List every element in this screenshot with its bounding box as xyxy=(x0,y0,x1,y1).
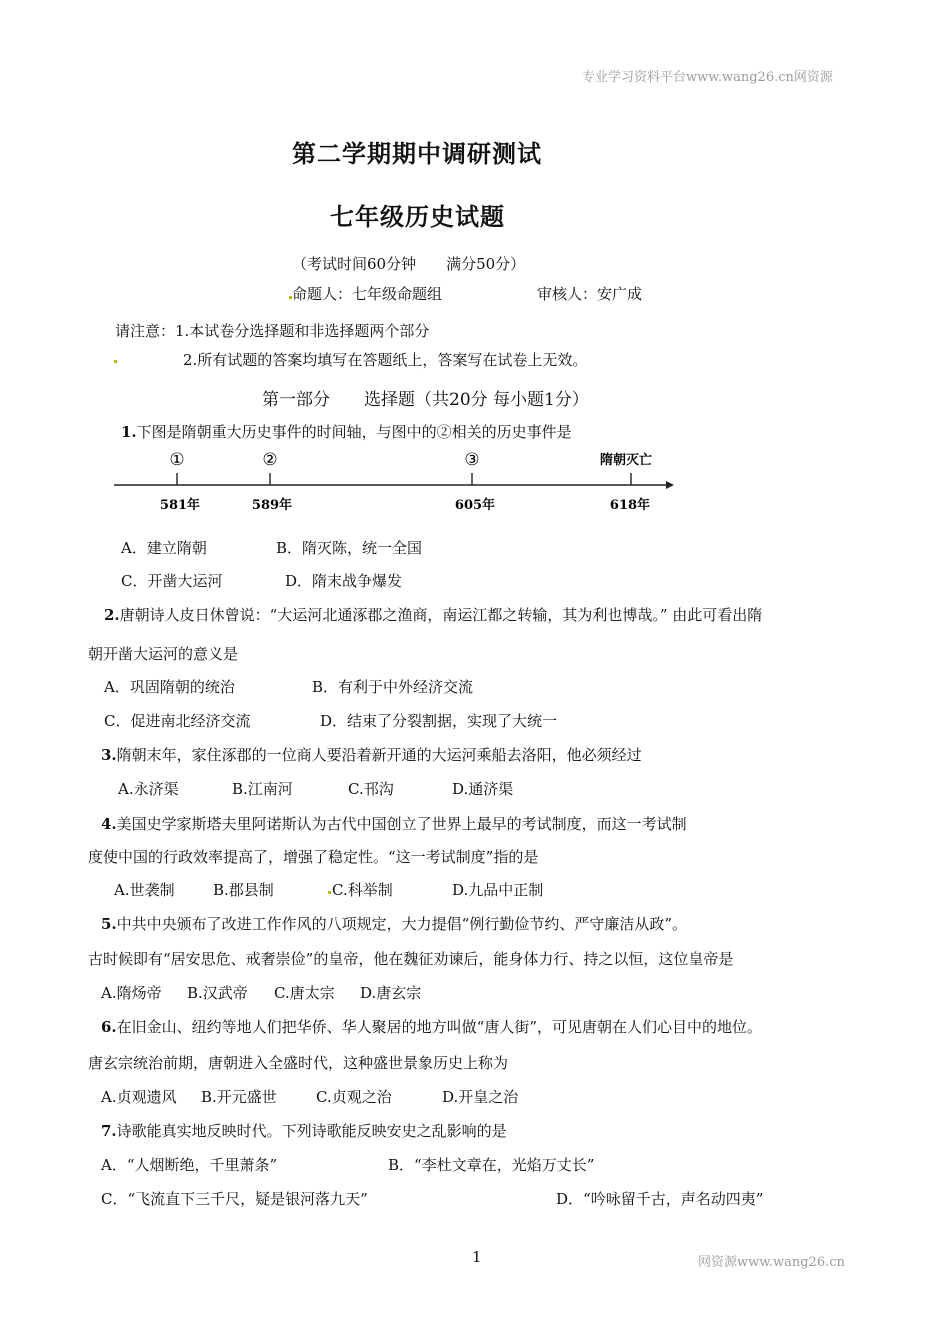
timeline-year: 589年 xyxy=(251,498,293,513)
question-stem: 下图是隋朝重大历史事件的时间轴，与图中的②相关的历史事件是 xyxy=(136,423,572,441)
question-number: 2. xyxy=(104,606,120,624)
question-7 xyxy=(101,1120,507,1141)
option-b: B.郡县制 xyxy=(213,881,274,899)
option-a: A．建立隋朝 xyxy=(121,539,207,557)
author-label: 命题人：七年级命题组 xyxy=(292,285,443,303)
timeline-marker-1: ① xyxy=(169,450,185,470)
question-5 xyxy=(101,913,687,934)
question-stem-cont: 度使中国的行政效率提高了，增强了稳定性。“这一考试制度”指的是 xyxy=(88,848,539,866)
question-6 xyxy=(101,1016,762,1037)
reviewer-label: 审核人：安广成 xyxy=(537,285,643,303)
stray-mark xyxy=(328,891,331,894)
option-c: C.科举制 xyxy=(332,881,393,899)
option-d: D.唐玄宗 xyxy=(360,984,422,1002)
exam-title: 第二学期期中调研测试 xyxy=(292,139,542,168)
section-title: 第一部分 选择题（共20分 每小题1分） xyxy=(262,390,589,410)
question-stem-cont: 朝开凿大运河的意义是 xyxy=(88,645,239,663)
timeline-diagram xyxy=(110,445,680,520)
option-b: B.江南河 xyxy=(232,780,293,798)
option-d: D.九品中正制 xyxy=(452,881,544,899)
question-stem: 美国史学家斯塔夫里阿诺斯认为古代中国创立了世界上最早的考试制度，而这一考试制 xyxy=(116,815,687,833)
question-2 xyxy=(104,604,762,625)
question-number: 5. xyxy=(101,915,117,933)
option-c: C.贞观之治 xyxy=(316,1088,392,1106)
notice-line-2: 2.所有试题的答案均填写在答题纸上，答案写在试卷上无效。 xyxy=(183,351,588,369)
exam-time-score: （考试时间60分钟 满分50分） xyxy=(292,255,526,273)
option-b: B．有利于中外经济交流 xyxy=(312,678,474,696)
option-b: B．隋灭陈，统一全国 xyxy=(276,539,423,557)
option-c: C.邗沟 xyxy=(348,780,394,798)
question-stem: 在旧金山、纽约等地人们把华侨、华人聚居的地方叫做“唐人街”，可见唐朝在人们心目中的地位。 xyxy=(116,1018,763,1036)
question-stem-cont: 古时候即有“居安思危、戒奢崇俭”的皇帝，他在魏征劝谏后，能身体力行、持之以恒，这位皇帝是 xyxy=(88,950,734,968)
question-number: 6. xyxy=(101,1018,117,1036)
question-stem-cont: 唐玄宗统治前期，唐朝进入全盛时代，这种盛世景象历史上称为 xyxy=(88,1054,509,1072)
question-number: 1. xyxy=(121,423,137,441)
option-b: B．“李杜文章在，光焰万丈长” xyxy=(388,1156,595,1174)
question-3 xyxy=(101,744,642,765)
question-stem: 诗歌能真实地反映时代。下列诗歌能反映安史之乱影响的是 xyxy=(116,1122,507,1140)
option-c: C．“飞流直下三千尺，疑是银河落九天” xyxy=(101,1190,368,1208)
question-number: 3. xyxy=(101,746,117,764)
option-c: C.唐太宗 xyxy=(274,984,335,1002)
timeline-year: 605年 xyxy=(454,498,496,513)
option-a: A.世袭制 xyxy=(114,881,175,899)
option-b: B.开元盛世 xyxy=(201,1088,277,1106)
timeline-marker-3: ③ xyxy=(464,450,480,470)
option-a: A.隋炀帝 xyxy=(101,984,162,1002)
timeline-marker-4: 隋朝灭亡 xyxy=(599,453,653,468)
timeline-year: 581年 xyxy=(159,498,201,513)
option-b: B.汉武帝 xyxy=(187,984,248,1002)
question-number: 4. xyxy=(101,815,117,833)
timeline-year: 618年 xyxy=(609,498,651,513)
stray-mark xyxy=(114,360,117,363)
option-d: D．结束了分裂割据，实现了大统一 xyxy=(320,712,558,730)
option-a: A．“人烟断绝，千里萧条” xyxy=(101,1156,278,1174)
option-d: D．“吟咏留千古，声名动四夷” xyxy=(556,1190,764,1208)
option-a: A.贞观遗风 xyxy=(101,1088,177,1106)
question-4 xyxy=(101,813,687,834)
timeline-marker-2: ② xyxy=(262,450,278,470)
notice-line-1: 请注意：1.本试卷分选择题和非选择题两个部分 xyxy=(115,322,430,340)
question-stem: 隋朝末年，家住涿郡的一位商人要沿着新开通的大运河乘船去洛阳，他必须经过 xyxy=(116,746,642,764)
option-c: C．开凿大运河 xyxy=(121,572,223,590)
page-number: 1 xyxy=(472,1248,482,1266)
option-a: A．巩固隋朝的统治 xyxy=(104,678,235,696)
option-a: A.永济渠 xyxy=(118,780,179,798)
question-stem: 唐朝诗人皮日休曾说：“大运河北通涿郡之渔商，南运江都之转输，其为利也博哉。” 由此可看出隋 xyxy=(119,606,763,624)
question-1 xyxy=(121,421,572,442)
option-d: D．隋末战争爆发 xyxy=(285,572,403,590)
option-d: D.通济渠 xyxy=(452,780,514,798)
question-number: 7. xyxy=(101,1122,117,1140)
footer-watermark: 网资源www.wang26.cn xyxy=(698,1255,845,1270)
option-c: C．促进南北经济交流 xyxy=(104,712,251,730)
header-watermark: 专业学习资料平台www.wang26.cn网资源 xyxy=(582,70,833,85)
question-stem: 中共中央颁布了改进工作作风的八项规定，大力提倡“例行勤俭节约、严守廉洁从政”。 xyxy=(116,915,688,933)
timeline-arrow xyxy=(666,481,674,489)
option-d: D.开皇之治 xyxy=(442,1088,519,1106)
subject-title: 七年级历史试题 xyxy=(330,202,505,231)
